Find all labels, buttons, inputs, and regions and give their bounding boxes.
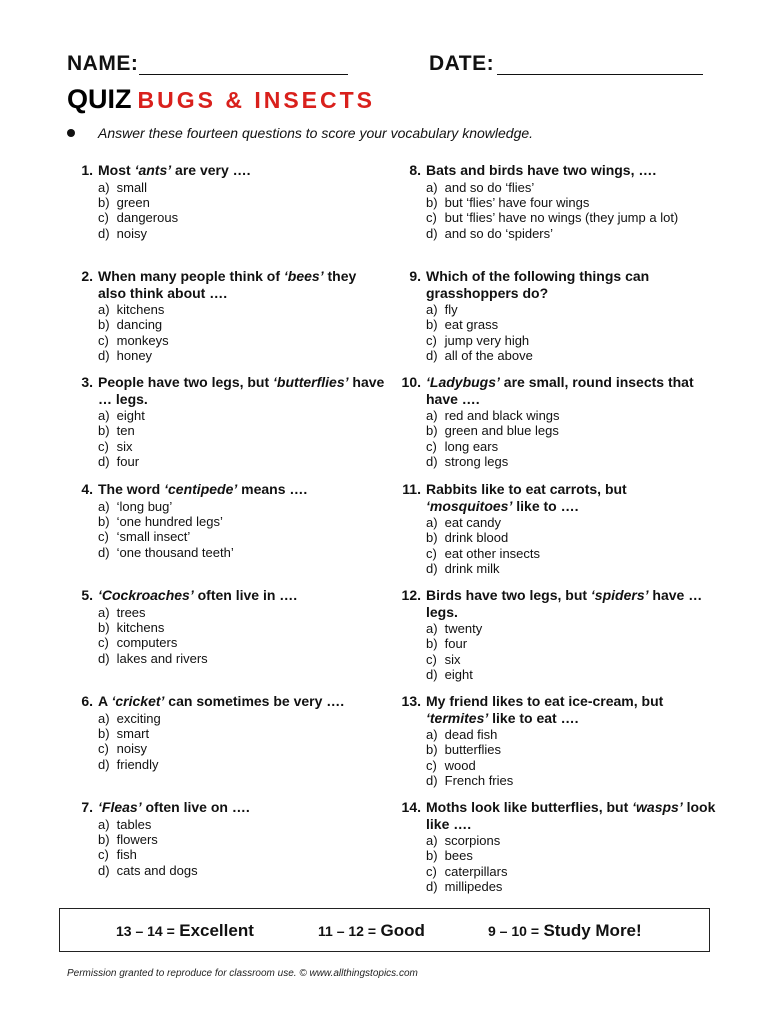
option-text: bees bbox=[444, 848, 473, 864]
option-letter: d) bbox=[426, 879, 438, 895]
question-body bbox=[98, 268, 388, 364]
answer-option[interactable] bbox=[426, 302, 716, 317]
question-keyword: ‘Fleas’ bbox=[98, 799, 142, 815]
score-range: 13 – 14 = bbox=[116, 923, 175, 939]
score-word: Good bbox=[380, 921, 425, 940]
option-letter: b) bbox=[426, 636, 438, 652]
score-word: Study More! bbox=[543, 921, 642, 940]
option-list bbox=[98, 408, 388, 470]
answer-option[interactable] bbox=[98, 651, 388, 666]
option-text: six bbox=[116, 438, 133, 454]
option-text: long ears bbox=[444, 438, 499, 454]
option-list bbox=[98, 302, 388, 364]
answer-option[interactable] bbox=[98, 832, 388, 847]
answer-option[interactable] bbox=[426, 636, 716, 651]
question-keyword: ‘spiders’ bbox=[590, 587, 649, 603]
option-letter: c) bbox=[426, 210, 437, 226]
question-keyword: ‘mosquitoes’ bbox=[426, 497, 513, 514]
option-list bbox=[98, 180, 388, 242]
answer-option[interactable] bbox=[98, 499, 388, 514]
option-letter: d) bbox=[98, 650, 110, 666]
answer-option[interactable] bbox=[426, 879, 716, 894]
question-keyword: ‘wasps’ bbox=[632, 799, 683, 815]
answer-option[interactable] bbox=[426, 317, 716, 332]
option-letter: c) bbox=[98, 332, 109, 348]
option-text: and so do ‘flies’ bbox=[444, 179, 535, 195]
answer-option[interactable] bbox=[426, 546, 716, 561]
answer-option[interactable] bbox=[98, 514, 388, 529]
option-letter: c) bbox=[426, 651, 437, 667]
option-text: ‘long bug’ bbox=[116, 498, 173, 514]
question-text-part: Birds have two legs, but bbox=[426, 587, 591, 603]
answer-option[interactable] bbox=[98, 210, 388, 225]
question-text-part: When many people think of bbox=[98, 268, 284, 284]
date-blank-line[interactable] bbox=[497, 74, 703, 75]
option-list bbox=[98, 711, 388, 773]
instruction-text: Answer these fourteen questions to score your vocabulary knowledge. bbox=[98, 125, 534, 141]
question-number: 8. bbox=[409, 162, 421, 178]
option-text: trees bbox=[116, 604, 146, 620]
option-letter: a) bbox=[98, 816, 110, 832]
answer-option[interactable] bbox=[98, 408, 388, 423]
question-number: 9. bbox=[409, 268, 421, 284]
question-body bbox=[426, 481, 716, 577]
question-text bbox=[426, 162, 716, 179]
answer-option[interactable] bbox=[98, 317, 388, 332]
answer-option[interactable] bbox=[98, 333, 388, 348]
question-text bbox=[98, 268, 388, 301]
option-text: flowers bbox=[116, 831, 158, 847]
score-range: 11 – 12 = bbox=[318, 923, 377, 939]
question-number: 12. bbox=[401, 587, 421, 603]
option-text: eat other insects bbox=[444, 545, 541, 561]
option-letter: b) bbox=[426, 194, 438, 210]
answer-option[interactable] bbox=[426, 210, 716, 225]
answer-option[interactable] bbox=[426, 833, 716, 848]
answer-option[interactable] bbox=[98, 711, 388, 726]
option-text: fly bbox=[444, 302, 458, 317]
question-text bbox=[426, 587, 716, 620]
name-label: NAME: bbox=[67, 52, 139, 75]
option-text: honey bbox=[116, 348, 153, 364]
answer-option[interactable] bbox=[426, 652, 716, 667]
answer-option[interactable] bbox=[98, 817, 388, 832]
question-body bbox=[98, 799, 388, 878]
option-text: wood bbox=[444, 757, 476, 773]
option-letter: b) bbox=[98, 194, 110, 210]
question-text bbox=[98, 481, 388, 498]
question-body bbox=[98, 587, 388, 666]
option-text: eight bbox=[116, 408, 145, 423]
question-text-part: look like …. bbox=[426, 799, 716, 832]
option-letter: c) bbox=[98, 529, 109, 545]
answer-option[interactable] bbox=[98, 302, 388, 317]
answer-option[interactable] bbox=[98, 195, 388, 210]
option-letter: b) bbox=[426, 530, 438, 546]
question-text-part: The word bbox=[98, 481, 165, 497]
question-number: 11. bbox=[402, 481, 421, 497]
question-text-part: Rabbits like to eat carrots, but bbox=[426, 481, 627, 497]
option-letter: a) bbox=[426, 727, 438, 742]
answer-option[interactable] bbox=[98, 545, 388, 560]
option-letter: b) bbox=[426, 742, 438, 758]
question-text-part: means …. bbox=[237, 481, 308, 497]
option-list bbox=[426, 302, 716, 364]
answer-option[interactable] bbox=[98, 454, 388, 469]
option-text: six bbox=[444, 651, 461, 667]
answer-option[interactable] bbox=[426, 348, 716, 363]
question-body bbox=[426, 799, 716, 895]
option-text: noisy bbox=[116, 741, 147, 757]
question-text-part: Bats and birds have two wings, …. bbox=[426, 162, 657, 178]
option-text: millipedes bbox=[444, 879, 503, 895]
answer-option[interactable] bbox=[98, 757, 388, 772]
question-body bbox=[98, 693, 388, 772]
option-list bbox=[426, 727, 716, 789]
option-list bbox=[98, 605, 388, 667]
question-text-part: often live on …. bbox=[141, 799, 250, 815]
answer-option[interactable] bbox=[426, 226, 716, 241]
header-row bbox=[67, 52, 707, 82]
question-text bbox=[98, 693, 388, 710]
question-text-part: are very …. bbox=[171, 162, 251, 178]
option-list bbox=[426, 180, 716, 242]
answer-option[interactable] bbox=[426, 195, 716, 210]
option-text: dangerous bbox=[116, 210, 179, 226]
answer-option[interactable] bbox=[426, 180, 716, 195]
question-text-part: often live in …. bbox=[193, 587, 298, 603]
answer-option[interactable] bbox=[426, 454, 716, 469]
option-text: drink milk bbox=[444, 561, 500, 577]
question-body bbox=[98, 374, 388, 470]
option-text: but ‘flies’ have four wings bbox=[444, 194, 590, 210]
option-text: exciting bbox=[116, 710, 161, 726]
question-keyword: ‘centipede’ bbox=[164, 481, 238, 497]
quiz-word: QUIZ bbox=[67, 84, 132, 114]
option-letter: a) bbox=[426, 515, 438, 530]
option-letter: c) bbox=[426, 863, 437, 879]
question-text-part: have … legs. bbox=[98, 374, 385, 407]
option-letter: d) bbox=[98, 756, 110, 772]
option-text: friendly bbox=[116, 756, 159, 772]
answer-option[interactable] bbox=[98, 226, 388, 241]
option-letter: d) bbox=[98, 225, 110, 241]
question-text-part: Which of the following things can grasshoppers do? bbox=[426, 268, 650, 301]
answer-option[interactable] bbox=[426, 864, 716, 879]
option-letter: c) bbox=[98, 741, 109, 757]
option-text: dancing bbox=[116, 317, 163, 333]
option-letter: d) bbox=[98, 862, 110, 878]
question-number: 5. bbox=[81, 587, 93, 603]
option-letter: a) bbox=[98, 302, 110, 317]
footer-permission: Permission granted to reproduce for classroom use. © www.allthingstopics.com bbox=[67, 968, 418, 979]
quiz-title bbox=[67, 84, 375, 120]
question-body bbox=[98, 162, 388, 241]
option-text: smart bbox=[116, 725, 150, 741]
question-body bbox=[426, 268, 716, 364]
option-letter: a) bbox=[426, 621, 438, 636]
question-text-part: Moths look like butterflies, but bbox=[426, 799, 633, 815]
option-text: green and blue legs bbox=[444, 423, 559, 439]
question-keyword: ‘butterflies’ bbox=[273, 374, 349, 390]
option-list bbox=[426, 621, 716, 683]
answer-option[interactable] bbox=[98, 635, 388, 650]
option-letter: a) bbox=[98, 179, 110, 195]
question-text bbox=[426, 799, 716, 832]
question-text bbox=[98, 374, 388, 407]
option-letter: b) bbox=[98, 831, 110, 847]
question-text bbox=[426, 693, 716, 726]
option-text: dead fish bbox=[444, 727, 498, 742]
option-text: all of the above bbox=[444, 348, 533, 364]
question-text bbox=[426, 374, 716, 407]
question-number: 2. bbox=[81, 268, 93, 284]
option-text: eat candy bbox=[444, 515, 501, 530]
option-letter: d) bbox=[98, 454, 110, 470]
question-body bbox=[98, 481, 388, 560]
answer-option[interactable] bbox=[426, 408, 716, 423]
score-study-more bbox=[488, 921, 642, 941]
answer-option[interactable] bbox=[426, 667, 716, 682]
score-range: 9 – 10 = bbox=[488, 923, 539, 939]
option-text: cats and dogs bbox=[116, 862, 198, 878]
question-number: 14. bbox=[401, 799, 421, 815]
bullet-icon bbox=[67, 129, 75, 137]
option-letter: a) bbox=[426, 408, 438, 423]
question-text bbox=[426, 268, 716, 301]
question-keyword: ‘ants’ bbox=[134, 162, 172, 178]
option-letter: c) bbox=[426, 757, 437, 773]
answer-option[interactable] bbox=[426, 561, 716, 576]
option-letter: c) bbox=[426, 438, 437, 454]
option-letter: b) bbox=[98, 725, 110, 741]
option-letter: b) bbox=[98, 619, 110, 635]
option-text: ‘small insect’ bbox=[116, 529, 191, 545]
option-letter: a) bbox=[426, 179, 438, 195]
answer-option[interactable] bbox=[426, 439, 716, 454]
option-text: ‘one thousand teeth’ bbox=[116, 544, 234, 560]
option-letter: c) bbox=[98, 847, 109, 863]
option-text: green bbox=[116, 194, 150, 210]
option-text: and so do ‘spiders’ bbox=[444, 225, 554, 241]
option-letter: c) bbox=[98, 635, 109, 651]
question-text-part: have … legs. bbox=[426, 587, 703, 620]
option-text: kitchens bbox=[116, 619, 165, 635]
answer-option[interactable] bbox=[98, 529, 388, 544]
option-text: but ‘flies’ have no wings (they jump a lot) bbox=[444, 210, 679, 226]
quiz-topic: BUGS & INSECTS bbox=[137, 87, 376, 113]
answer-option[interactable] bbox=[98, 439, 388, 454]
question-text-part: like to eat …. bbox=[488, 709, 579, 726]
option-text: scorpions bbox=[444, 833, 501, 848]
answer-option[interactable] bbox=[98, 620, 388, 635]
option-letter: c) bbox=[426, 545, 437, 561]
option-letter: b) bbox=[426, 423, 438, 439]
question-text bbox=[426, 481, 716, 514]
answer-option[interactable] bbox=[98, 863, 388, 878]
answer-option[interactable] bbox=[98, 423, 388, 438]
option-text: twenty bbox=[444, 621, 483, 636]
question-number: 6. bbox=[81, 693, 93, 709]
question-keyword: ‘termites’ bbox=[426, 709, 489, 726]
question-text bbox=[98, 799, 388, 816]
answer-option[interactable] bbox=[426, 530, 716, 545]
option-text: monkeys bbox=[116, 332, 169, 348]
option-text: noisy bbox=[116, 225, 147, 241]
option-text: strong legs bbox=[444, 454, 509, 470]
question-body bbox=[426, 587, 716, 683]
question-keyword: ‘Cockroaches’ bbox=[98, 587, 194, 603]
question-body bbox=[426, 693, 716, 789]
option-text: small bbox=[116, 179, 147, 195]
option-letter: b) bbox=[98, 513, 110, 529]
question-number: 3. bbox=[81, 374, 93, 390]
option-letter: a) bbox=[98, 498, 110, 514]
name-blank-line[interactable] bbox=[139, 74, 348, 75]
option-text: computers bbox=[116, 635, 178, 651]
option-letter: a) bbox=[98, 710, 110, 726]
option-letter: c) bbox=[98, 438, 109, 454]
option-text: lakes and rivers bbox=[116, 650, 208, 666]
score-word: Excellent bbox=[179, 921, 254, 940]
answer-option[interactable] bbox=[98, 847, 388, 862]
option-letter: d) bbox=[426, 667, 438, 683]
question-number: 7. bbox=[81, 799, 93, 815]
option-list bbox=[98, 817, 388, 879]
option-list bbox=[98, 499, 388, 561]
question-body bbox=[426, 374, 716, 470]
option-text: kitchens bbox=[116, 302, 165, 317]
option-list bbox=[426, 408, 716, 470]
option-letter: d) bbox=[426, 348, 438, 364]
question-text bbox=[98, 162, 388, 179]
option-letter: a) bbox=[426, 302, 438, 317]
question-text-part: Most bbox=[98, 162, 135, 178]
option-text: French fries bbox=[444, 773, 514, 789]
option-letter: b) bbox=[98, 423, 110, 439]
option-letter: d) bbox=[98, 348, 110, 364]
score-excellent bbox=[116, 921, 254, 941]
option-letter: d) bbox=[426, 454, 438, 470]
question-text-part: A bbox=[98, 693, 112, 709]
option-list bbox=[426, 515, 716, 577]
answer-option[interactable] bbox=[426, 515, 716, 530]
question-number: 13. bbox=[401, 693, 421, 709]
option-text: ‘one hundred legs’ bbox=[116, 513, 223, 529]
option-letter: c) bbox=[98, 210, 109, 226]
question-text-part: are small, round insects that have …. bbox=[426, 374, 694, 407]
answer-option[interactable] bbox=[98, 726, 388, 741]
answer-option[interactable] bbox=[426, 773, 716, 788]
option-letter: d) bbox=[426, 773, 438, 789]
answer-option[interactable] bbox=[426, 333, 716, 348]
option-letter: a) bbox=[98, 604, 110, 620]
question-text-part: People have two legs, but bbox=[98, 374, 274, 390]
option-letter: a) bbox=[98, 408, 110, 423]
option-text: caterpillars bbox=[444, 863, 508, 879]
date-label: DATE: bbox=[429, 52, 495, 75]
option-letter: d) bbox=[426, 225, 438, 241]
option-text: drink blood bbox=[444, 530, 509, 546]
question-keyword: ‘Ladybugs’ bbox=[426, 374, 500, 390]
option-text: fish bbox=[116, 847, 137, 863]
option-letter: b) bbox=[426, 848, 438, 864]
option-text: red and black wings bbox=[444, 408, 560, 423]
answer-option[interactable] bbox=[426, 621, 716, 636]
option-text: eight bbox=[444, 667, 473, 683]
question-body bbox=[426, 162, 716, 241]
option-letter: a) bbox=[426, 833, 438, 848]
option-text: jump very high bbox=[444, 332, 530, 348]
answer-option[interactable] bbox=[98, 605, 388, 620]
option-text: eat grass bbox=[444, 317, 499, 333]
question-keyword: ‘cricket’ bbox=[111, 693, 165, 709]
score-box bbox=[59, 908, 710, 952]
answer-option[interactable] bbox=[98, 180, 388, 195]
question-keyword: ‘bees’ bbox=[283, 268, 324, 284]
option-text: butterflies bbox=[444, 742, 501, 758]
answer-option[interactable] bbox=[98, 741, 388, 756]
question-text-part: like to …. bbox=[512, 497, 579, 514]
answer-option[interactable] bbox=[426, 742, 716, 757]
question-text-part: can sometimes be very …. bbox=[164, 693, 345, 709]
option-text: four bbox=[116, 454, 140, 470]
option-letter: d) bbox=[98, 544, 110, 560]
option-list bbox=[426, 833, 716, 895]
question-number: 10. bbox=[401, 374, 421, 390]
score-good bbox=[318, 921, 425, 941]
question-number: 1. bbox=[81, 162, 93, 178]
question-text-part: My friend likes to eat ice-cream, but bbox=[426, 693, 664, 709]
option-letter: d) bbox=[426, 561, 438, 577]
answer-option[interactable] bbox=[426, 423, 716, 438]
option-letter: b) bbox=[98, 317, 110, 333]
question-text bbox=[98, 587, 388, 604]
question-text-part: they also think about …. bbox=[98, 268, 357, 301]
question-number: 4. bbox=[81, 481, 93, 497]
option-text: tables bbox=[116, 816, 152, 832]
answer-option[interactable] bbox=[98, 348, 388, 363]
answer-option[interactable] bbox=[426, 727, 716, 742]
answer-option[interactable] bbox=[426, 758, 716, 773]
option-text: four bbox=[444, 636, 468, 652]
option-text: ten bbox=[116, 423, 135, 439]
answer-option[interactable] bbox=[426, 848, 716, 863]
option-letter: b) bbox=[426, 317, 438, 333]
option-letter: c) bbox=[426, 332, 437, 348]
